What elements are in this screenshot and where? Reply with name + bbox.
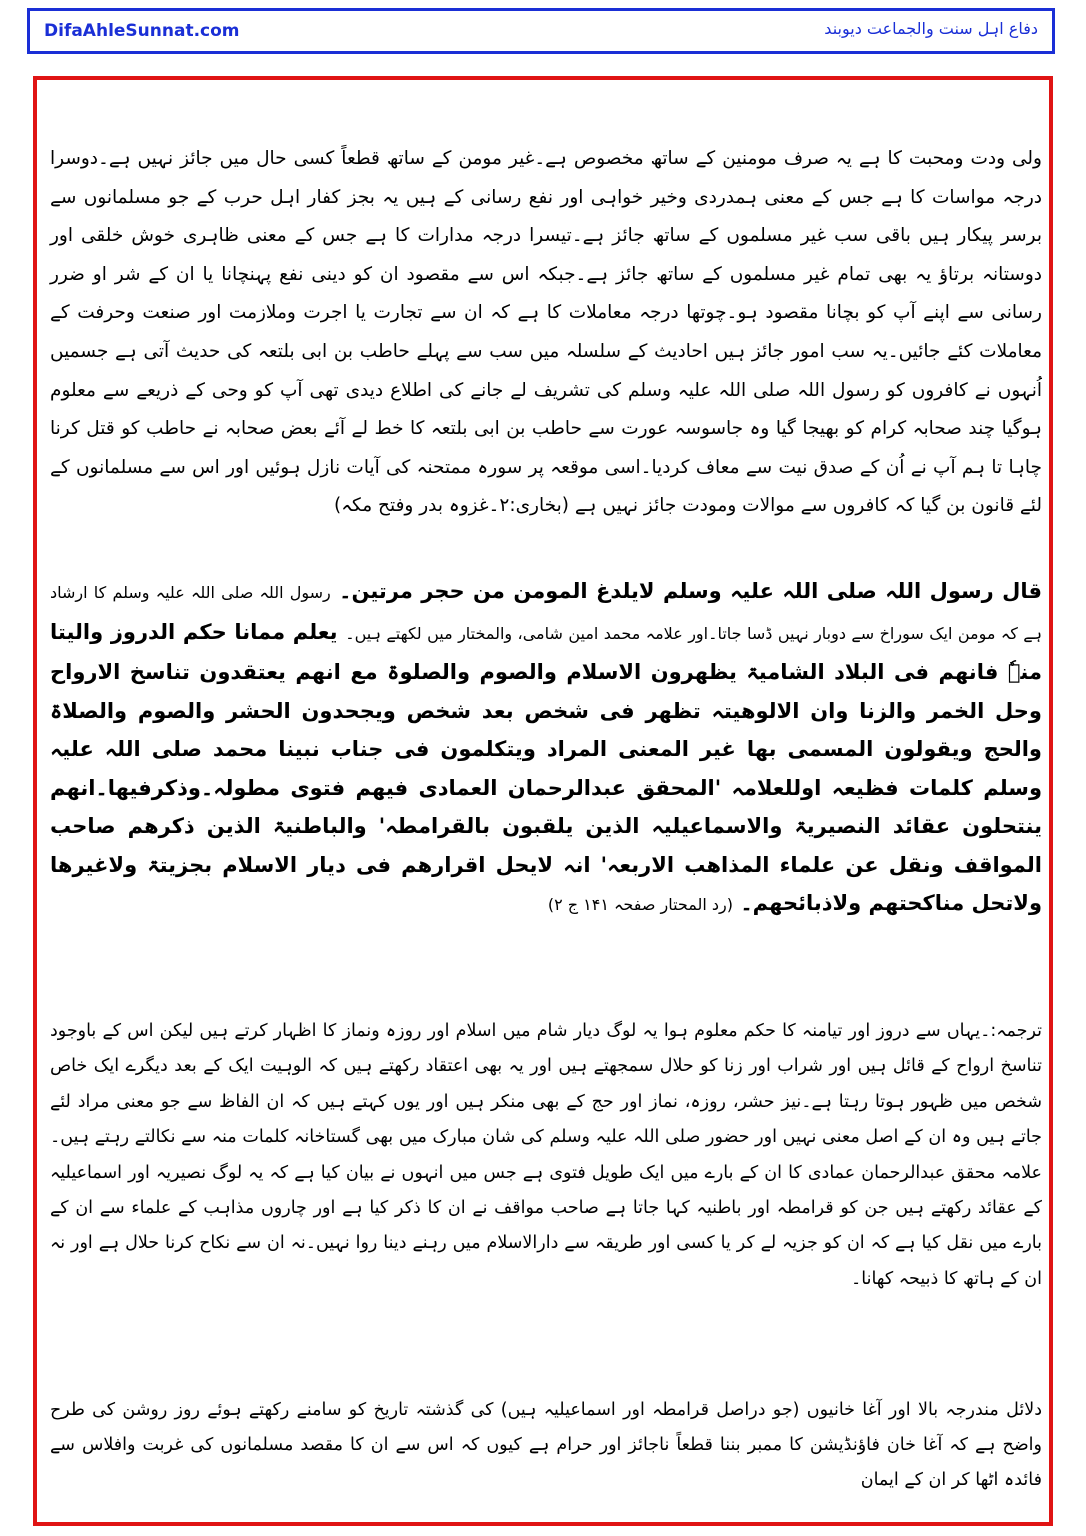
paragraph-3-translation: ترجمہ:۔یہاں سے دروز اور تیامنہ کا حکم معلوم ہوا یہ لوگ دیار شام میں اسلام اور روزہ ونماز کا اظہار کرتے ہیں لیکن اس کے باوجود تناسخ ارواح کے قائل ہیں اور شراب اور زنا کو حلال سمجھتے ہیں اور یہ بھی اعتقاد رکھتے ہیں کہ الوہیت ایک کے بعد دیگرے ایک خاص شخص میں ظہور ہوتا رہتا ہے۔نیز حشر، روزہ، نماز اور حج کے بھی منکر ہیں اور یوں کہتے ہیں کہ ان الفاظ سے جو معنی مراد لئے جاتے ہیں وہ ان کے اصل معنی نہیں اور حضور صلی اللہ علیہ وسلم کی شان مبارک میں بھی گستاخانہ کلمات منہ سے نکالتے رہتے ہیں۔علامہ محقق عبدالرحمان عمادی کا ان کے بارے میں ایک طویل فتوی ہے جس میں انہوں نے بیان کیا ہے کہ یہ لوگ نصیریہ اور اسماعیلیہ کے عقائد رکھتے ہیں جن کو قرامطہ اور باطنیہ کہا جاتا ہے صاحب مواقف نے ان کا ذکر کیا ہے اور چاروں مذاہب کے علماء سے ان کے بارے میں نقل کیا ہے کہ ان کو جزیہ لے کر یا کسی اور طریقہ سے دارالاسلام میں رہنے دینا روا نہیں۔نہ ان سے نکاح کرنا حلال ہے اور نہ ان کے ہاتھ کا ذبیحہ کھانا۔: [50, 1021, 1042, 1289]
page-header: [27, 8, 1055, 54]
paragraph-4: دلائل مندرجہ بالا اور آغا خانیوں (جو دراصل قرامطہ اور اسماعیلیہ ہیں) کی گذشتہ تاریخ کو سامنے رکھتے ہوئے روز روشن کی طرح واضح ہے کہ آغا خان فاؤنڈیشن کا ممبر بننا قطعاً ناجائز اور حرام ہے کیوں کہ اس سے ان کا مقصد مسلمانوں کی غربت وافلاس سے فائدہ اٹھا کر ان کے ایمان: [50, 1400, 1042, 1490]
site-name[interactable]: DifaAhleSunnat.com: [44, 21, 240, 41]
paragraph-1: ولی ودت ومحبت کا ہے یہ صرف مومنین کے ساتھ مخصوص ہے۔غیر مومن کے ساتھ قطعاً کسی حال میں جائز نہیں ہے۔دوسرا درجہ مواسات کا ہے جس کے معنی ہمدردی وخیر خواہی اور نفع رسانی کے ہیں یہ بجز کفار اہل حرب کے جو مسلمانوں سے برسر پیکار ہیں باقی سب غیر مسلموں کے ساتھ جائز ہے۔تیسرا درجہ مدارات کا ہے جس کے معنی ظاہری خوش خلقی اور دوستانہ برتاؤ یہ بھی تمام غیر مسلموں کے ساتھ جائز ہے۔جبکہ اس سے مقصود ان کو دینی نفع پہنچانا یا ان کے شر او ضرر رسانی سے اپنے آپ کو بچانا مقصود ہو۔چوتھا درجہ معاملات کا ہے کہ ان سے تجارت یا اجرت وملازمت اور صنعت وحرفت کے معاملات کئے جائیں۔یہ سب امور جائز ہیں احادیث کے سلسلہ میں سب سے پہلے حاطب بن ابی بلتعہ کی حدیث آتی ہے جسمیں اُنہوں نے کافروں کو رسول اللہ صلی اللہ علیہ وسلم کی تشریف لے جانے کی اطلاع دیدی تھی آپ کو وحی کے ذریعے سے معلوم ہوگیا چند صحابہ کرام کو بھیجا گیا وہ جاسوسہ عورت سے حاطب بن ابی بلتعہ کا خط لے آئے بعض صحابہ نے حاطب کو قتل کرنا چاہا تا ہم آپ نے اُن کے صدق نیت سے معاف کردیا۔اسی موقعہ پر سورہ ممتحنہ کی آیات نازل ہوئیں اور اس سے مسلمانوں کے لئے قانون بن گیا کہ کافروں سے موالات ومودت جائز نہیں ہے (بخاری:۲۔غزوہ بدر وفتح مکہ): [50, 148, 1042, 517]
paragraph-2: [50, 572, 1042, 925]
organization-name: دفاع اہل سنت والجماعت دیوبند: [824, 19, 1038, 38]
quotation-arabic: یعلم ممانا حکم الدروز والیتا منہٗ فانھم فی البلاد الشامیۃ یظھرون الاسلام والصوم والصلوۃ مع انھم یعتقدون تناسخ الارواح وحل الخمر والزنا وان الالوھیتہ تظھر فی شخص بعد شخص ویجحدون الحشر والصوم والصلاۃ والحج ویقولون المسمی بھا غیر المعنی المراد ویتکلمون فی جناب نبینا محمد صلی اللہ علیہ وسلم کلمات فظیعہ اوللعلامہ 'المحقق عبدالرحمان العمادی فیھم فتوی مطولہ۔وذکرفیھا۔انھم ینتحلون عقائد النصیریۃ والاسماعیلیہ الذین یلقبون بالقرامطہ' والباطنیۃ الذین ذکرھم صاحب المواقف ونقل عن علماء المذاھب الاربعہ' انہ لایحل اقرارھم فی دیار الاسلام بجزیتۃ ولاغیرھا ولاتحل مناکحتھم ولاذبائحھم۔: [50, 619, 1042, 915]
quotation-reference: (رد المحتار صفحہ ۱۴۱ ج ۲): [547, 895, 733, 914]
hadith-translation: رسول اللہ صلی اللہ علیہ وسلم کا ارشاد ہے کہ مومن ایک سوراخ سے دوبار نہیں ڈسا جاتا۔اور علامہ محمد امین شامی، والمختار میں لکھتے ہیں۔: [50, 583, 1043, 643]
hadith-arabic: قال رسول اللہ صلی اللہ علیہ وسلم لایلدغ المومن من حجر مرتین۔: [339, 579, 1043, 603]
